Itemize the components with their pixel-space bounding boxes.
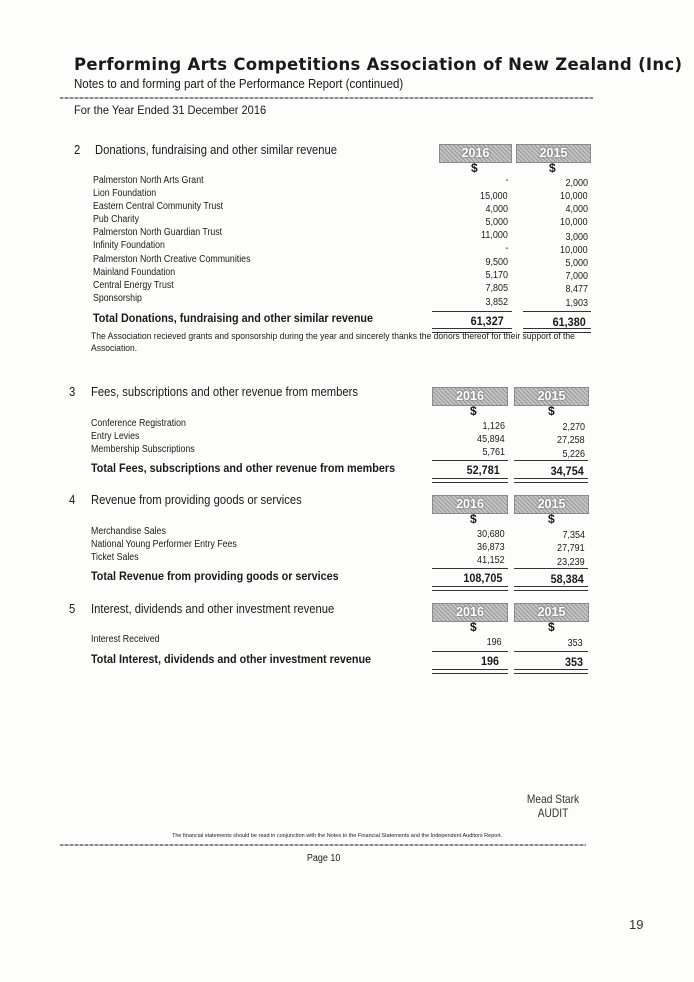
section-title: Interest, dividends and other investment revenue [91, 602, 335, 616]
item-label: Entry Levies [91, 431, 140, 442]
total-label: Total Revenue from providing goods or services [91, 569, 339, 583]
item-current: 15,000 [480, 191, 508, 202]
year-badge-prior: 2015 [516, 144, 591, 163]
section-number: 2 [74, 143, 81, 157]
item-prior: 2,000 [565, 178, 588, 189]
item-current: 7,805 [485, 283, 508, 294]
item-current: 9,500 [485, 257, 508, 268]
year-badge-prior: 2015 [514, 387, 589, 406]
total-label: Total Fees, subscriptions and other revenue from members [91, 461, 396, 475]
item-label: National Young Performer Entry Fees [91, 539, 237, 550]
item-label: Pub Charity [93, 214, 139, 225]
item-label: Lion Foundation [93, 188, 157, 199]
item-label: Palmerston North Guardian Trust [93, 227, 223, 238]
item-prior: 3,000 [565, 232, 588, 243]
item-prior: 10,000 [560, 191, 588, 202]
item-label: Membership Subscriptions [91, 444, 195, 455]
total-label: Total Interest, dividends and other investment revenue [91, 652, 372, 666]
item-current: 5,000 [485, 217, 508, 228]
subtotal-rule-current [432, 568, 508, 569]
subtotal-rule-prior [514, 651, 588, 652]
item-current: 41,152 [477, 555, 505, 566]
item-current: 36,873 [477, 542, 505, 553]
item-current: 5,761 [482, 447, 505, 458]
report-subtitle: Notes to and forming part of the Performance Report (continued) [74, 77, 404, 91]
report-period: For the Year Ended 31 December 2016 [74, 103, 267, 117]
item-prior: 23,239 [557, 557, 585, 568]
item-prior: 8,477 [565, 284, 588, 295]
year-badge-current: 2016 [432, 387, 508, 406]
total-double-rule-current [432, 669, 508, 674]
item-label: Infinity Foundation [93, 240, 165, 251]
item-prior: 10,000 [560, 217, 588, 228]
footer-disclaimer: The financial statements should be read in conjunction with the Notes to the Financial Statements and the Independent Auditors Report. [172, 833, 503, 839]
year-badge-prior: 2015 [514, 603, 589, 622]
subtotal-rule-current [432, 460, 508, 461]
item-current: 5,170 [485, 270, 508, 281]
footer-rule [60, 844, 586, 846]
total-current: 52,781 [466, 463, 500, 477]
total-prior: 34,754 [550, 464, 584, 478]
page-number: Page 10 [306, 853, 341, 864]
item-prior: 5,000 [565, 258, 588, 269]
subtotal-rule-prior [523, 311, 591, 312]
item-prior: 2,270 [562, 422, 585, 433]
subtotal-rule-current [432, 311, 512, 312]
section-number: 3 [69, 385, 76, 399]
section-title: Revenue from providing goods or services [91, 493, 302, 507]
item-prior: 4,000 [565, 204, 588, 215]
section-note: The Association recieved grants and sponsorship during the year and sincerely thanks the donors thereof for their support of the Association. [91, 331, 575, 354]
currency-prior: $ [548, 620, 555, 634]
currency-current: $ [470, 620, 477, 634]
item-current: 3,852 [485, 297, 508, 308]
year-badge-prior: 2015 [514, 495, 589, 514]
section-title: Fees, subscriptions and other revenue from members [91, 385, 359, 399]
subtotal-rule-prior [514, 460, 588, 461]
total-double-rule-prior [514, 478, 588, 483]
item-label: Merchandise Sales [91, 526, 166, 537]
item-current: 11,000 [481, 230, 508, 241]
year-badge-current: 2016 [432, 603, 508, 622]
item-prior: 27,258 [557, 435, 585, 446]
total-double-rule-current [432, 586, 508, 591]
total-label: Total Donations, fundraising and other similar revenue [93, 311, 374, 325]
year-badge-current: 2016 [439, 144, 512, 163]
item-current: - [504, 175, 508, 186]
item-label: Central Energy Trust [93, 280, 174, 291]
header-rule [60, 97, 593, 99]
currency-prior: $ [549, 161, 556, 175]
currency-current: $ [470, 404, 477, 418]
report-title: Performing Arts Competitions Association of New Zealand (Inc) [74, 55, 683, 74]
total-current: 196 [480, 654, 499, 668]
item-label: Sponsorship [93, 293, 142, 304]
item-current: - [504, 243, 508, 254]
section-title: Donations, fundraising and other similar revenue [95, 143, 338, 157]
item-current: 45,894 [477, 434, 505, 445]
total-double-rule-prior [514, 586, 588, 591]
currency-current: $ [471, 161, 478, 175]
item-label: Ticket Sales [91, 552, 139, 563]
total-current: 61,327 [470, 314, 504, 328]
stamp-line-1: Mead Stark [526, 792, 580, 806]
subtotal-rule-prior [514, 568, 588, 569]
item-prior: 10,000 [560, 245, 588, 256]
item-current: 1,126 [482, 421, 505, 432]
item-prior: 5,226 [562, 449, 585, 460]
item-label: Conference Registration [91, 418, 186, 429]
total-current: 108,705 [462, 571, 502, 585]
sheet-number: 19 [629, 917, 644, 932]
item-prior: 7,354 [562, 530, 585, 541]
stamp-line-2: AUDIT [537, 806, 569, 820]
subtotal-rule-current [432, 651, 508, 652]
item-current: 4,000 [485, 204, 508, 215]
item-label: Palmerston North Creative Communities [93, 254, 251, 265]
item-current: 196 [486, 637, 502, 648]
total-prior: 58,384 [550, 572, 584, 586]
item-prior: 353 [567, 638, 583, 649]
item-label: Palmerston North Arts Grant [93, 175, 204, 186]
section-number: 4 [69, 493, 76, 507]
item-prior: 7,000 [565, 271, 588, 282]
total-double-rule-prior [514, 669, 588, 674]
total-double-rule-current [432, 478, 508, 483]
item-label: Interest Received [91, 634, 160, 645]
currency-current: $ [470, 512, 477, 526]
currency-prior: $ [548, 404, 555, 418]
audit-stamp [523, 792, 583, 820]
currency-prior: $ [548, 512, 555, 526]
item-prior: 27,791 [557, 543, 585, 554]
item-prior: 1,903 [565, 298, 588, 309]
total-prior: 353 [564, 655, 583, 669]
section-number: 5 [69, 602, 76, 616]
item-label: Mainland Foundation [93, 267, 176, 278]
year-badge-current: 2016 [432, 495, 508, 514]
total-prior: 61,380 [552, 315, 586, 329]
item-current: 30,680 [477, 529, 505, 540]
item-label: Eastern Central Community Trust [93, 201, 224, 212]
